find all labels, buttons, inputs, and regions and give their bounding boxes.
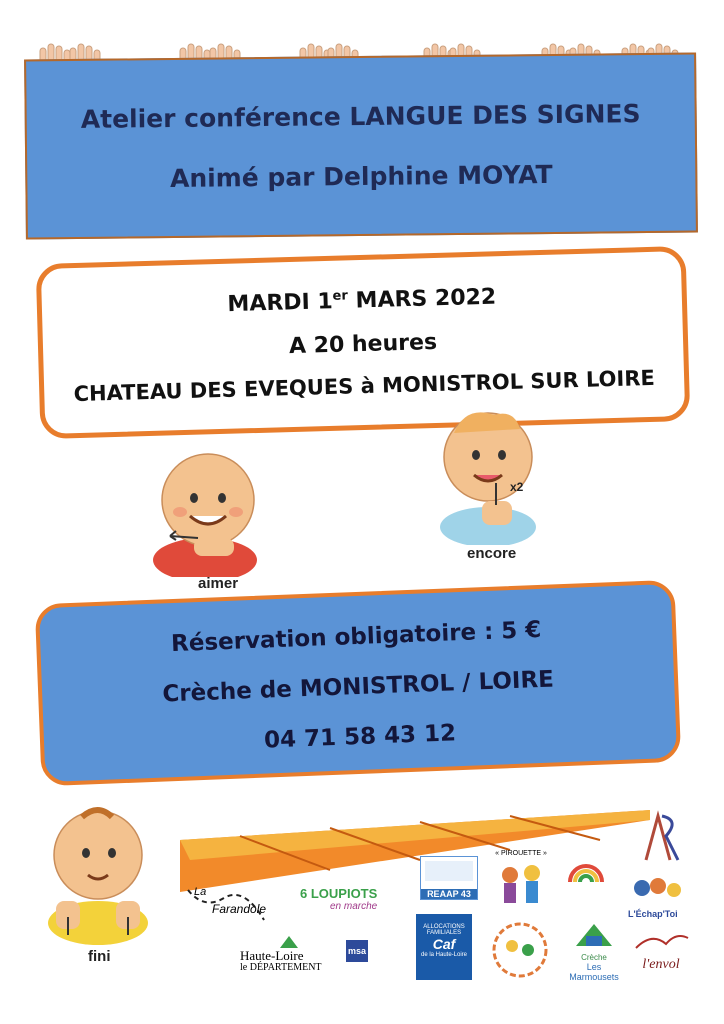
farandole-logo: La Farandole: [184, 880, 270, 926]
event-time: A 20 heures: [288, 329, 438, 360]
event-place: CHATEAU DES EVEQUES à MONISTROL SUR LOIRE: [73, 365, 656, 407]
marmousets-logo: Crèche Les Marmousets: [566, 918, 622, 978]
caption-encore: encore: [467, 545, 517, 562]
envol-logo: l'envol: [632, 930, 690, 972]
rainbow-logo: [566, 850, 606, 890]
creche-circle-logo: [490, 920, 550, 980]
header-banner: [24, 52, 698, 239]
caf-logo: ALLOCATIONS FAMILIALES Caf de la Haute-Loire: [416, 914, 472, 980]
haute-loire-logo: Haute-Loire le DÉPARTEMENT: [240, 936, 336, 976]
reservation-box: [35, 580, 682, 786]
reservation-phone: 04 71 58 43 12: [263, 720, 457, 754]
caption-fini: fini: [88, 948, 111, 965]
child-fini-illustration: [42, 805, 152, 945]
echap-toi-logo: L'Échap'Toi: [628, 874, 690, 918]
reaap-logo: REAAP 43: [420, 856, 478, 900]
reservation-price: Réservation obligatoire : 5 €: [170, 616, 542, 658]
repeat-badge: x2: [510, 480, 524, 494]
event-box: [36, 246, 691, 439]
child-aimer-illustration: [150, 452, 265, 577]
page-title: Atelier conférence LANGUE DES SIGNES: [80, 99, 641, 134]
page-subtitle: Animé par Delphine MOYAT: [169, 159, 553, 194]
msa-logo: msa: [346, 940, 368, 962]
reservation-location: Crèche de MONISTROL / LOIRE: [161, 666, 555, 708]
loupiots-logo: 6 LOUPIOTS en marche: [300, 886, 378, 912]
caption-aimer: aimer: [198, 575, 239, 592]
event-date: MARDI 1er MARS 2022: [227, 284, 497, 318]
pirouette-logo: « PIROUETTE »: [490, 850, 552, 912]
ar-logo: [642, 810, 682, 866]
child-encore-illustration: [436, 405, 546, 545]
